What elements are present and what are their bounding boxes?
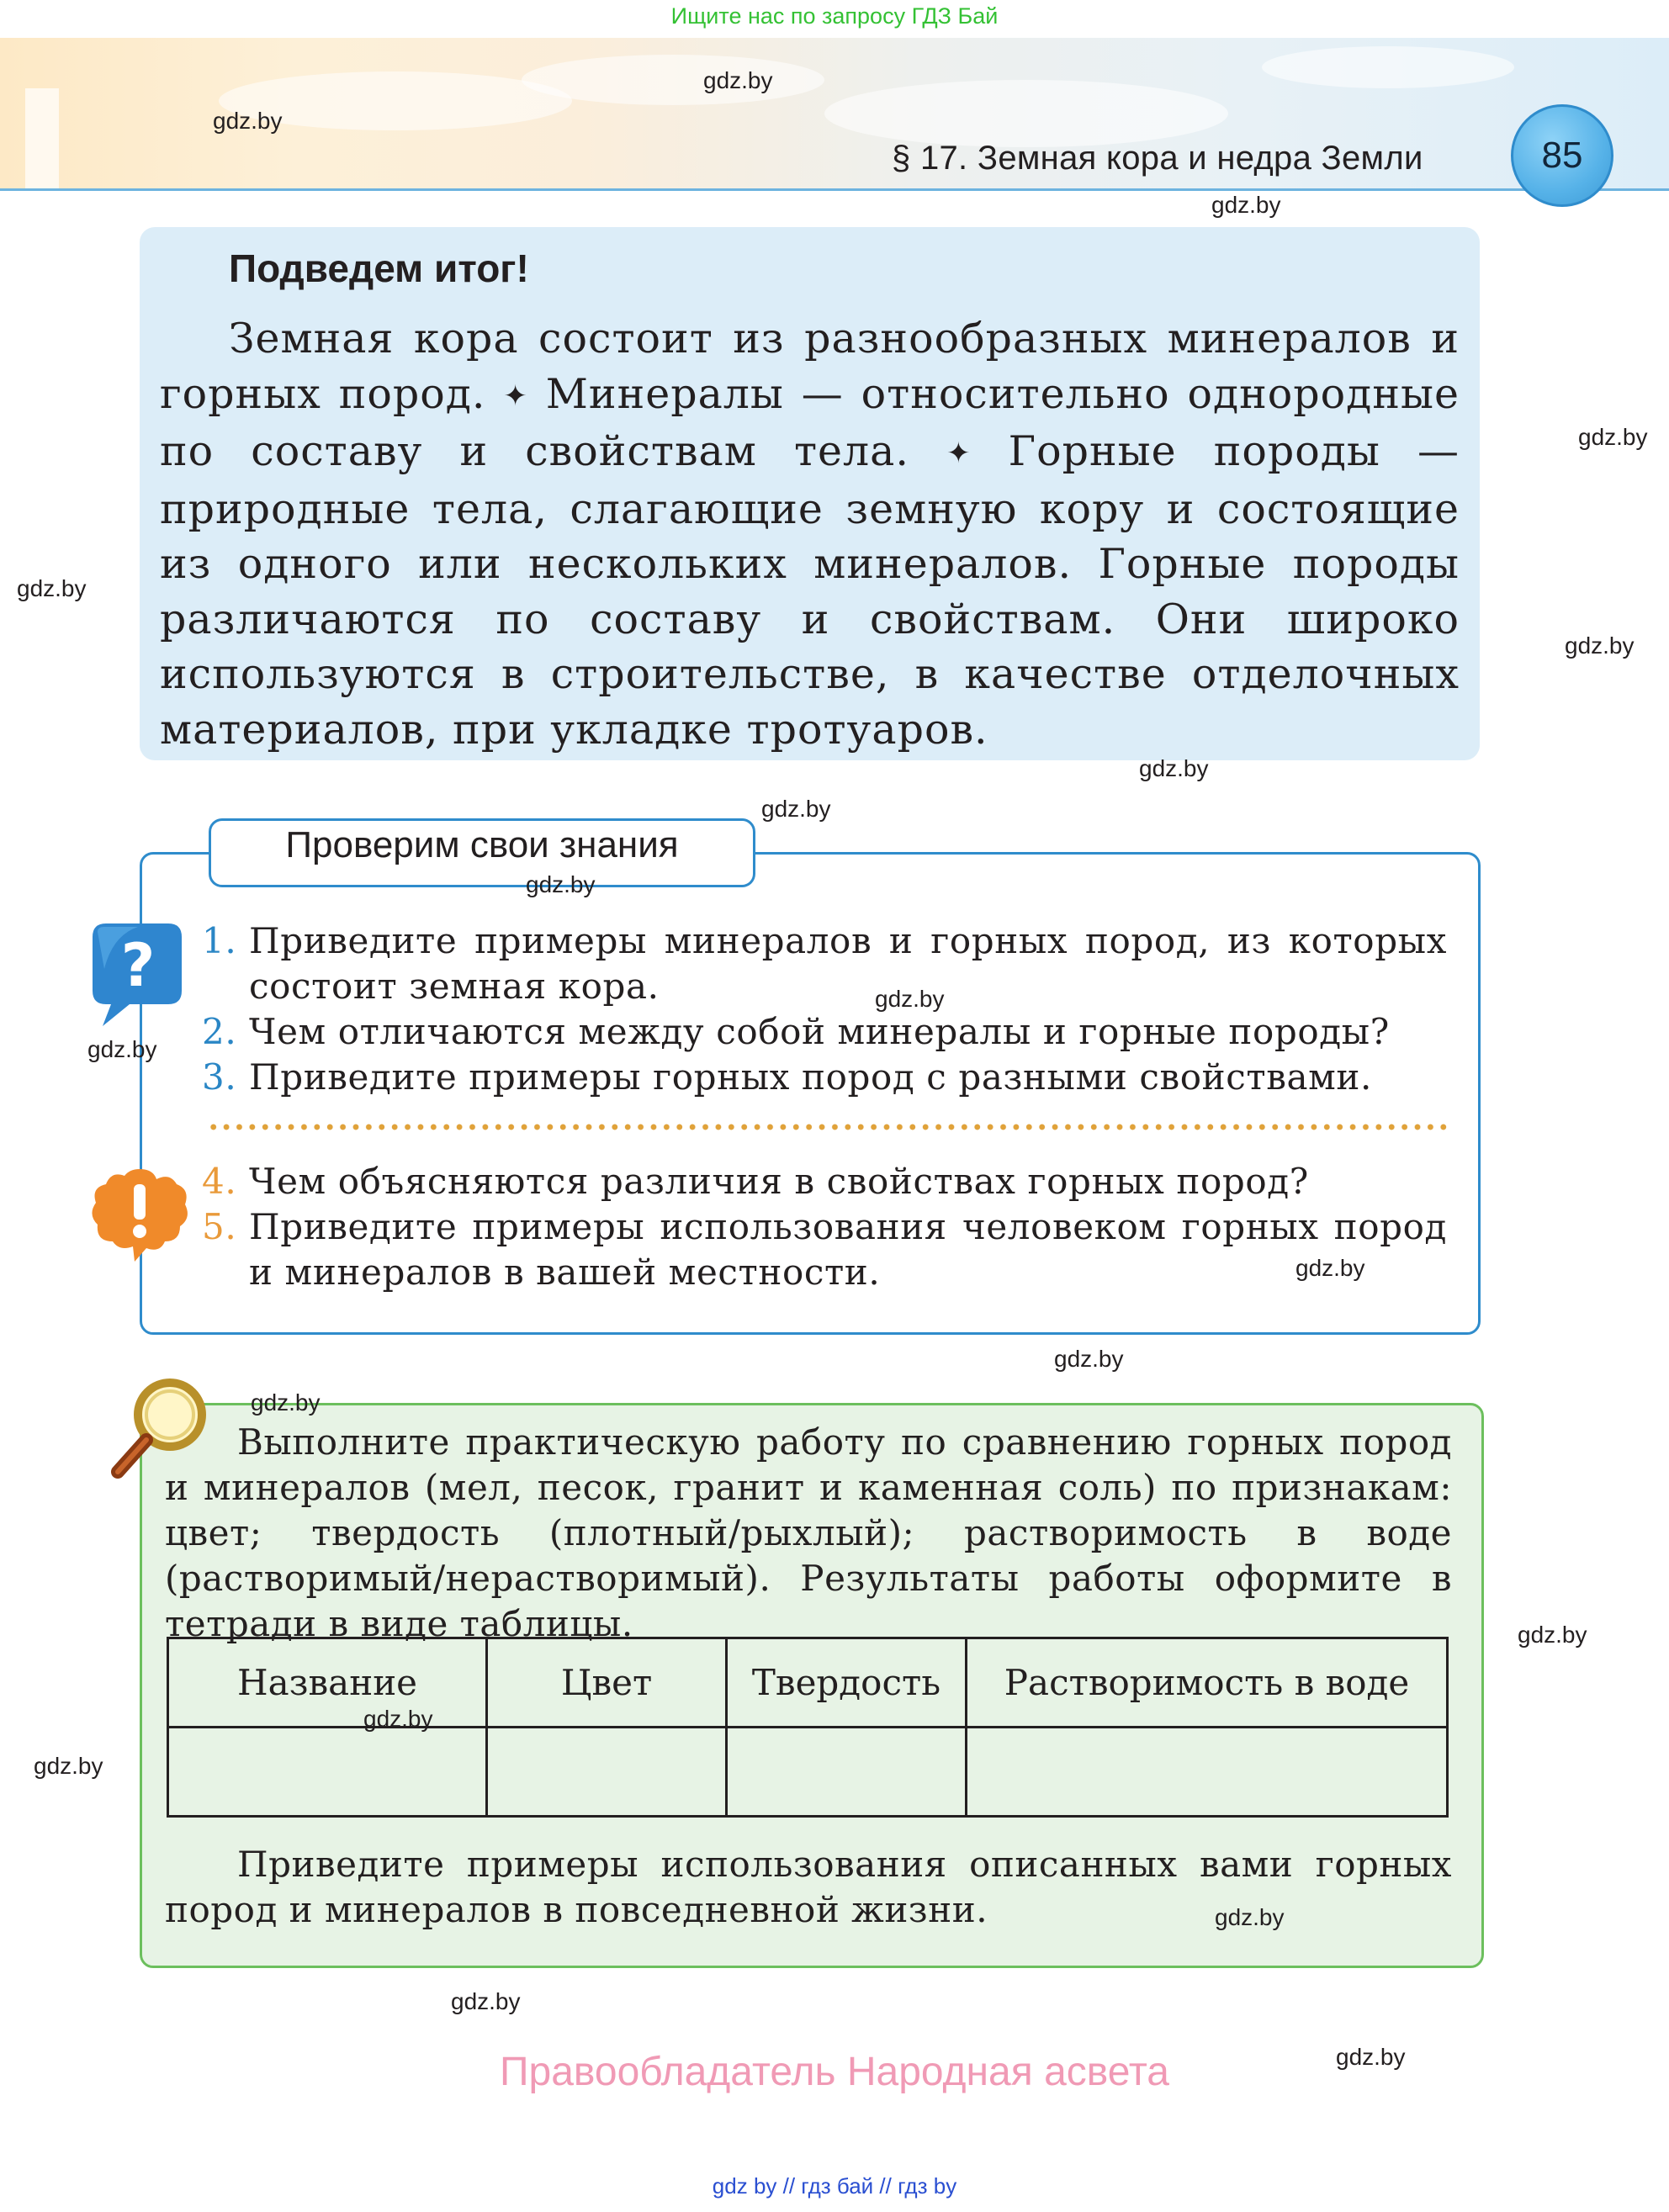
- practice-text: Выполните практическую работу по сравнению горных пород и минералов (мел, песок, гранит и каменная соль) по признакам: цвет; твердость (плотный/рыхлый); растворимость в воде (растворимый/нерастворимый). Результаты работы оформите в тетради в виде таблицы.: [165, 1421, 1452, 1644]
- summary-part-1: Земная кора состоит из разнообразных минералов и горных пород.: [160, 315, 1460, 418]
- question-item: [202, 1159, 1447, 1204]
- question-item: [202, 918, 1447, 1009]
- summary-title: Подведем итог!: [229, 246, 529, 290]
- watermark: gdz.by: [363, 1706, 433, 1732]
- summary-part-2: Минералы — относительно однородные по составу и свойствам тела.: [160, 369, 1460, 475]
- table-cell: [727, 1728, 967, 1817]
- practice-text-2: Приведите примеры использования описанных вами горных пород и минералов в повседневной жизни.: [165, 1844, 1452, 1930]
- question-text: Приведите примеры использования человеком горных пород и минералов в вашей местности.: [249, 1206, 1447, 1293]
- watermark: gdz.by: [1578, 424, 1648, 450]
- exclamation-bubble-icon: [87, 1166, 192, 1263]
- watermark: gdz.by: [761, 796, 831, 822]
- watermark: gdz.by: [34, 1753, 103, 1779]
- star-marker-icon: ✦: [503, 378, 528, 413]
- watermark: gdz.by: [251, 1389, 321, 1416]
- watermark: gdz.by: [451, 1988, 521, 2014]
- watermark: gdz.by: [1336, 2044, 1406, 2070]
- page-number: 85: [1511, 104, 1613, 207]
- table-cell: [487, 1728, 727, 1817]
- star-marker-icon: ✦: [946, 437, 972, 470]
- watermark: gdz.by: [1211, 192, 1281, 218]
- question-text: Чем объясняются различия в свойствах горных пород?: [249, 1161, 1309, 1202]
- table-header-row: [168, 1638, 1448, 1728]
- watermark: gdz.by: [87, 1036, 157, 1062]
- section-title: § 17. Земная кора и недра Земли: [892, 140, 1423, 177]
- question-number: 5.: [202, 1206, 237, 1247]
- table-cell: [168, 1728, 487, 1817]
- top-note: Ищите нас по запросу ГДЗ Бай: [670, 3, 999, 29]
- watermark: gdz.by: [703, 67, 773, 93]
- watermark: gdz.by: [213, 108, 283, 134]
- question-bubble-icon: [87, 918, 185, 1028]
- practice-table: [167, 1637, 1449, 1818]
- question-list-basic: [202, 918, 1447, 1100]
- svg-text:?: ?: [120, 931, 156, 1000]
- question-text: Чем отличаются между собой минералы и горные породы?: [249, 1011, 1390, 1052]
- question-number: 3.: [202, 1056, 237, 1098]
- question-number: 1.: [202, 920, 237, 961]
- summary-text: [160, 311, 1460, 757]
- question-list-advanced: [202, 1159, 1447, 1295]
- copyright: Правообладатель Народная асвета: [500, 2050, 1169, 2094]
- question-text: Приведите примеры горных пород с разными свойствами.: [249, 1056, 1372, 1098]
- dotted-divider: [207, 1124, 1452, 1130]
- question-item: [202, 1204, 1447, 1295]
- footer-links[interactable]: gdz by // гдз бай // гдз by: [712, 2173, 957, 2199]
- question-number: 4.: [202, 1161, 237, 1202]
- summary-part-3: Горные породы — природные тела, слагающие земную кору и состоящие из одного или нескольких минералов. Горные породы различаются по составу и свойствам. Они широко используются в строительстве, в качестве отделочных материалов, при укладке тротуаров.: [160, 427, 1460, 754]
- question-text: Приведите примеры минералов и горных пород, из которых состоит земная кора.: [249, 920, 1447, 1007]
- table-header-cell: Название: [168, 1638, 487, 1728]
- check-knowledge-title: Проверим свои знания: [285, 824, 679, 865]
- watermark: gdz.by: [1295, 1255, 1365, 1281]
- watermark: gdz.by: [1565, 632, 1635, 659]
- watermark: gdz.by: [875, 986, 945, 1012]
- table-header-cell: Цвет: [487, 1638, 727, 1728]
- question-item: [202, 1009, 1447, 1055]
- watermark: gdz.by: [17, 575, 87, 601]
- table-row: [168, 1728, 1448, 1817]
- watermark: gdz.by: [1054, 1346, 1124, 1372]
- watermark: gdz.by: [526, 871, 596, 897]
- table-cell: [967, 1728, 1448, 1817]
- table-header-cell: Твердость: [727, 1638, 967, 1728]
- header-divider: [0, 188, 1669, 191]
- watermark: gdz.by: [1139, 755, 1209, 781]
- watermark: gdz.by: [1215, 1904, 1285, 1930]
- question-number: 2.: [202, 1011, 237, 1052]
- question-item: [202, 1055, 1447, 1100]
- table-header-cell: Растворимость в воде: [967, 1638, 1448, 1728]
- watermark: gdz.by: [1518, 1622, 1587, 1648]
